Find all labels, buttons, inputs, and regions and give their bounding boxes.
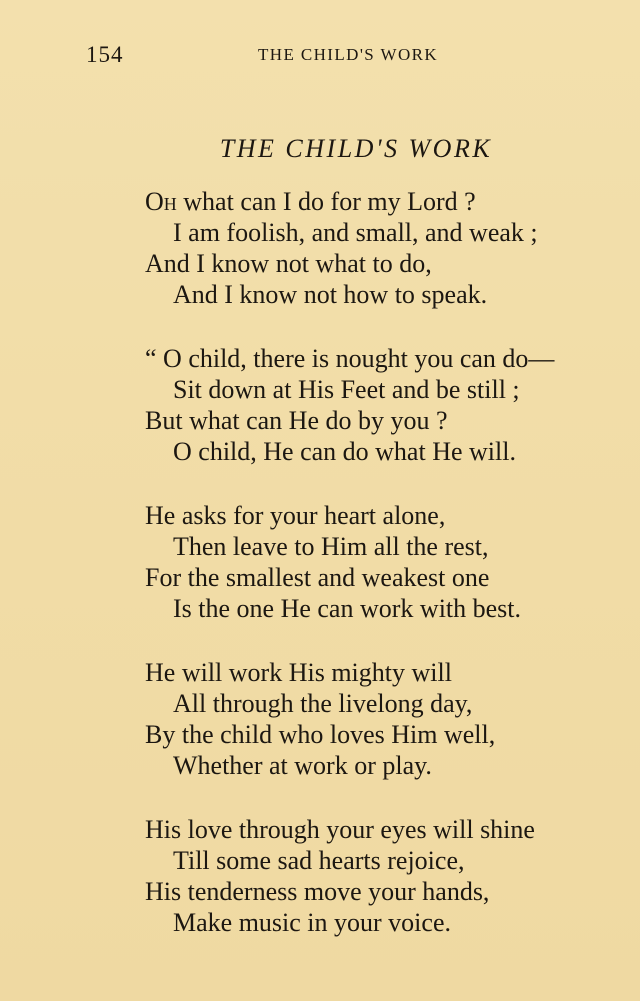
poem-line: Till some sad hearts rejoice, (173, 846, 465, 875)
first-line-text: what can I do for my Lord ? (183, 187, 476, 216)
poem-line: And I know not what to do, (145, 249, 432, 278)
poem-line: For the smallest and weakest one (145, 563, 490, 592)
poem-line: Then leave to Him all the rest, (173, 532, 489, 561)
running-title: THE CHILD'S WORK (258, 45, 439, 64)
poem-line: I am foolish, and small, and weak ; (173, 218, 538, 247)
running-head (0, 40, 640, 70)
poem-line: Is the one He can work with best. (173, 594, 522, 623)
poem-line: And I know not how to speak. (173, 280, 488, 309)
poem-line: “ O child, there is nought you can do— (145, 344, 555, 373)
stanza-1 (145, 186, 635, 310)
poem-body (145, 186, 635, 971)
poem-line: O child, He can do what He will. (173, 437, 516, 466)
poem-line: His tenderness move your hands, (145, 877, 490, 906)
stanza-4 (145, 657, 635, 781)
poem-line: His love through your eyes will shine (145, 815, 535, 844)
poem-line: Make music in your voice. (173, 908, 451, 937)
poem-line: By the child who loves Him well, (145, 720, 496, 749)
stanza-5 (145, 814, 635, 938)
poem-line: He asks for your heart alone, (145, 501, 446, 530)
poem-line: All through the livelong day, (173, 689, 473, 718)
poem-line: Sit down at His Feet and be still ; (173, 375, 520, 404)
poem-line: He will work His mighty will (145, 658, 452, 687)
first-word: Oh (145, 187, 177, 216)
poem-line (145, 186, 635, 217)
stanza-2 (145, 343, 635, 467)
stanza-3 (145, 500, 635, 624)
poem-line: Whether at work or play. (173, 751, 432, 780)
poem-line: But what can He do by you ? (145, 406, 448, 435)
poem-title: THE CHILD'S WORK (219, 134, 493, 163)
page-number: 154 (86, 42, 124, 67)
